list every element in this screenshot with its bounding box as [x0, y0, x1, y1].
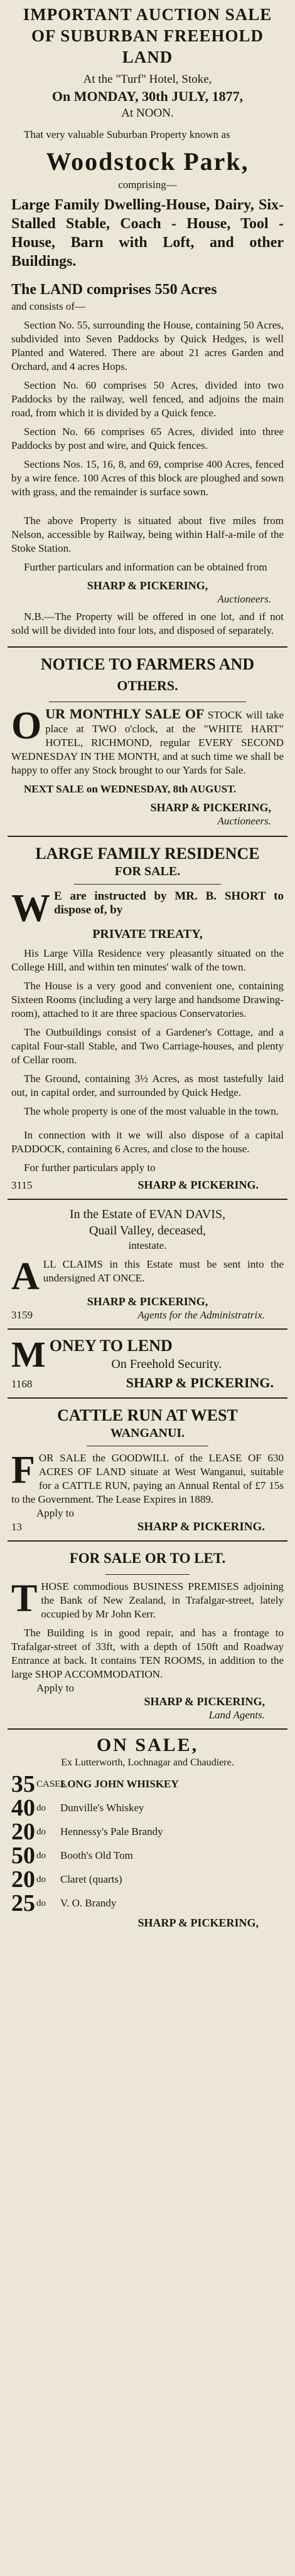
money-line2: On Freehold Security.: [111, 1357, 222, 1371]
item-name: V. O. Brandy: [60, 1897, 117, 1909]
estate-number: 3159: [11, 1309, 33, 1321]
item-unit: do: [36, 1898, 46, 1908]
cattle-title: CATTLE RUN AT WEST: [57, 1406, 238, 1424]
item-name: Hennessy's Pale Brandy: [60, 1826, 163, 1837]
money-drop-cap: M: [11, 1334, 46, 1375]
residence-drop-cap: W: [11, 887, 50, 930]
auction-nb: N.B.—The Property will be offered in one lot, and if not sold will be divided into four lots, and disposed of separately.: [11, 611, 284, 636]
residence-house: The House is a very good and convenient one, containing Sixteen Rooms (including a very large and handsome Drawing-room), attached to it are three spacious Conservatories.: [11, 980, 284, 1019]
item-name: Dunville's Whiskey: [60, 1802, 144, 1814]
let-role: Land Agents.: [208, 1709, 265, 1721]
auction-title-2: OF SUBURBAN FREEHOLD: [31, 26, 264, 45]
onsale-list: [11, 1772, 284, 1915]
estate-role: Agents for the Administratrix.: [137, 1309, 265, 1321]
item-unit: do: [36, 1850, 46, 1861]
item-name: LONG JOHN WHISKEY: [60, 1778, 179, 1790]
auction-time: At NOON.: [121, 107, 174, 120]
item-unit: do: [36, 1826, 46, 1837]
estate-line2: Quail Valley, deceased,: [88, 1224, 206, 1238]
cattle-drop-cap: F: [11, 1449, 35, 1491]
auction-agent: SHARP & PICKERING,: [87, 579, 208, 592]
notice-line1: UR MONTHLY SALE OF: [45, 706, 205, 722]
residence-paddock: In connection with it we will also dispose of a capital PADDOCK, containing 6 Acres, and close to the house.: [11, 1129, 284, 1155]
divider: [8, 1397, 287, 1399]
residence-title: LARGE FAMILY RESIDENCE: [35, 844, 260, 863]
residence-number: 3115: [11, 1179, 33, 1191]
property-features: Large Family Dwelling-House, Dairy, Six-Stalled Stable, Coach - House, Tool - House, Barn with Loft, and other Buildings.: [11, 197, 284, 270]
auction-title-3: LAND: [122, 48, 173, 66]
let-body-2: The Building is in good repair, and has a frontage to Trafalgar-street of 33ft, with a depth of 150ft and Roadway Entrance at back. It contains TEN ROOMS, in addition to the large SHOP ACCOMMODATION.: [11, 1627, 284, 1680]
residence-outbuildings: The Outbuildings consist of a Gardener's Cottage, and a capital Four-stall Stable, and Two Carriage-houses, and plenty of Cellar room.: [11, 1026, 284, 1066]
money-line1: ONEY TO LEND: [49, 1337, 173, 1355]
auction-intro: That very valuable Suburban Property known as: [24, 129, 230, 140]
cattle-number: 13: [11, 1521, 22, 1533]
auction-date: On MONDAY, 30th JULY, 1877,: [51, 88, 244, 104]
divider: [8, 646, 287, 648]
onsale-ad: [11, 1735, 284, 1930]
residence-whole: The whole property is one of the most valuable in the town.: [24, 1105, 279, 1117]
divider: [8, 1728, 287, 1730]
land-consists: and consists of—: [11, 300, 86, 312]
notice-next-sale: NEXT SALE on WEDNESDAY, 8th AUGUST.: [24, 783, 237, 795]
money-number: 1168: [11, 1378, 33, 1390]
park-name: Woodstock Park,: [46, 147, 249, 176]
notice-title: NOTICE TO FARMERS AND: [40, 655, 255, 673]
section-60: Section No. 60 comprises 50 Acres, divided into two Paddocks by the railway, well fenced, and adjoins the main road, from which it is divided by a Quick fence.: [11, 379, 284, 419]
item-qty: 35: [11, 1771, 35, 1797]
cattle-body: OR SALE the GOODWILL of the LEASE OF 630 ACRES OF LAND situate at West Wanganui, suitable for a CATTLE RUN, paying an Annual Rental of £7 15s to the Government. The Lease Expires in 1889.: [11, 1452, 284, 1505]
item-name: Claret (quarts): [60, 1873, 122, 1885]
item-qty: 50: [11, 1843, 35, 1869]
residence-line1: E are instructed by MR. B. SHORT to dispose of, by: [54, 890, 284, 917]
let-body-1: HOSE commodious BUSINESS PREMISES adjoining the Bank of New Zealand, in Trafalgar-street, lately occupied by Mr John Kerr.: [41, 1580, 284, 1620]
estate-body: LL CLAIMS in this Estate must be sent into the undersigned AT ONCE.: [43, 1258, 284, 1284]
notice-title-2: OTHERS.: [117, 678, 178, 693]
notice-agent-role: Auctioneers.: [217, 815, 271, 827]
let-agent: SHARP & PICKERING,: [144, 1695, 265, 1708]
money-ad: [11, 1336, 284, 1391]
sections-15-16-8-69: Sections Nos. 15, 16, 8, and 69, comprise 400 Acres, fenced by a wire fence. 100 Acres of this block are ploughed and sown with grass, and the remainder is surface sown.: [11, 458, 284, 498]
cattle-title-2: WANGANUI.: [110, 1426, 185, 1440]
estate-ad: [11, 1206, 284, 1322]
section-66: Section No. 66 comprises 65 Acres, divided into three Paddocks by post and wire, and Quick fences.: [11, 426, 284, 451]
item-qty: 20: [11, 1819, 35, 1845]
item-name: Booth's Old Tom: [60, 1849, 133, 1861]
let-drop-cap: T: [11, 1577, 38, 1620]
onsale-agent: SHARP & PICKERING,: [137, 1916, 259, 1929]
item-qty: 40: [11, 1795, 35, 1821]
onsale-title: ON SALE,: [96, 1735, 199, 1755]
estate-line1: In the Estate of EVAN DAVIS,: [69, 1207, 226, 1221]
residence-ad: [11, 843, 284, 1192]
let-ad: [11, 1548, 284, 1722]
let-apply: Apply to: [36, 1682, 74, 1694]
divider: [8, 1328, 287, 1330]
further-info: Further particulars and information can be obtained from: [24, 561, 267, 573]
auction-venue: At the "Turf" Hotel, Stoke,: [83, 73, 212, 86]
cattle-apply: Apply to: [36, 1507, 74, 1519]
residence-for-sale: FOR SALE.: [114, 865, 181, 878]
residence-further: For further particulars apply to: [24, 1162, 156, 1174]
item-unit: do: [36, 1874, 46, 1885]
cattle-agent: SHARP & PICKERING.: [137, 1520, 265, 1533]
estate-agent: SHARP & PICKERING,: [87, 1295, 208, 1308]
notice-ad: [11, 654, 284, 828]
item-unit: CASES: [36, 1779, 66, 1789]
section-55: Section No. 55, surrounding the House, containing 50 Acres, subdivided into Seven Paddocks by Quick Hedges, is well Planted and Watered. There are about 21 acres Garden and Orchard, and 4 acres Hops.: [11, 319, 284, 372]
cattle-ad: [11, 1405, 284, 1534]
land-acreage: The LAND comprises 550 Acres: [11, 281, 217, 298]
residence-ground: The Ground, containing 3½ Acres, as most tastefully laid out, in capital order, and surrounded by Quick Hedge.: [11, 1073, 284, 1098]
divider: [8, 1540, 287, 1542]
let-underline: [105, 1574, 190, 1575]
notice-body: STOCK will take place at TWO o'clock, at the "WHITE HART" HOTEL, RICHMOND, regular EVERY SECOND WEDNESDAY IN THE MONTH, and at such time we shall be happy to offer any Stock brought to our Yards for Sale.: [11, 709, 284, 776]
let-title: FOR SALE OR TO LET.: [69, 1550, 226, 1566]
item-unit: do: [36, 1802, 46, 1813]
auction-agent-role: Auctioneers.: [217, 593, 271, 605]
divider: [8, 836, 287, 837]
notice-agent: SHARP & PICKERING,: [150, 801, 271, 814]
estate-line3: intestate.: [128, 1239, 167, 1251]
money-agent: SHARP & PICKERING.: [126, 1375, 274, 1391]
residence-agent: SHARP & PICKERING.: [137, 1179, 259, 1191]
item-qty: 25: [11, 1890, 35, 1916]
notice-drop-cap: O: [11, 705, 42, 747]
residence-villa: His Large Villa Residence very pleasantly situated on the College Hill, and within ten minutes' walk of the town.: [11, 947, 284, 973]
item-qty: 20: [11, 1866, 35, 1893]
residence-treaty: PRIVATE TREATY,: [92, 927, 203, 941]
auction-ad: [11, 0, 284, 638]
comprising: comprising—: [118, 179, 177, 191]
onsale-ships: Ex Lutterworth, Lochnagar and Chaudiere.: [61, 1757, 234, 1768]
auction-title-1: IMPORTANT AUCTION SALE: [23, 5, 272, 24]
divider: [8, 1199, 287, 1200]
property-situation: The above Property is situated about five miles from Nelson, accessible by Railway, being within Half-a-mile of the Stoke Station.: [11, 515, 284, 554]
estate-drop-cap: A: [11, 1255, 40, 1298]
residence-underline: [74, 884, 221, 885]
